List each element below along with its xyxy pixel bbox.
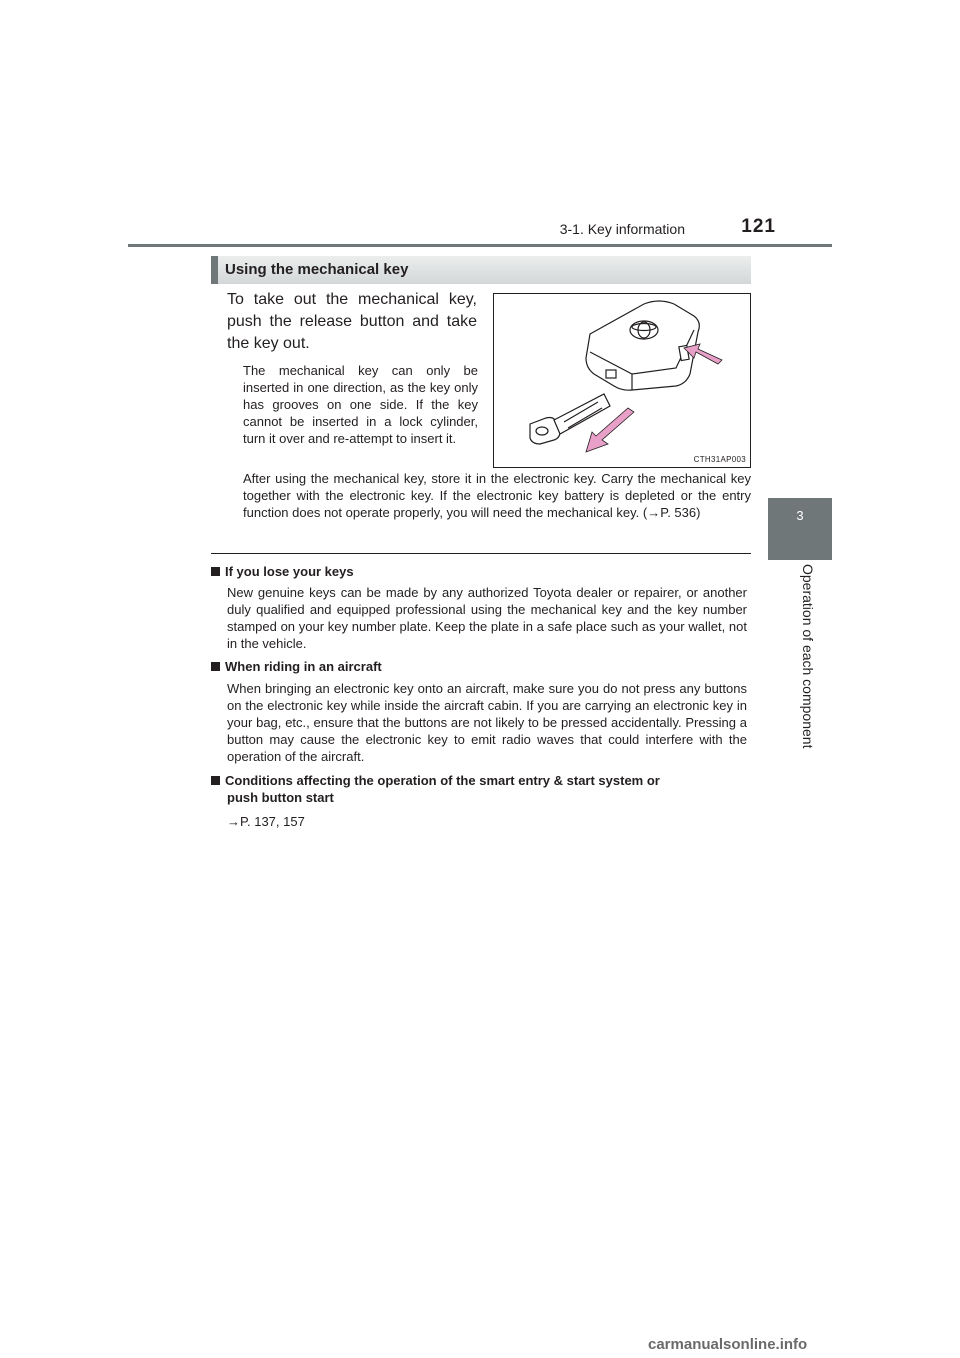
key-diagram (494, 294, 750, 467)
electronic-key-icon (586, 301, 699, 390)
page-reference: →P. 137, 157 (227, 814, 305, 829)
item-title-continued: push button start (227, 790, 334, 805)
section-heading: Using the mechanical key (225, 261, 409, 278)
page-number: 121 (741, 216, 776, 237)
item-heading (211, 564, 751, 580)
watermark (648, 1336, 960, 1358)
section-divider (211, 553, 751, 554)
chapter-number: 3 (796, 508, 804, 523)
watermark-text: carmanualsonline.info (648, 1336, 808, 1353)
item-title: When riding in an aircraft (225, 659, 382, 674)
item-body: New genuine keys can be made by any authorized Toyota dealer or repairer, or another duly qualified and equipped professional using the mechanical key and the key number stamped on your key number plate. Keep the plate in a safe place such as your wallet, not in the vehicle. (227, 585, 747, 651)
section-title: 3-1. Key information (559, 221, 685, 237)
header-rule (128, 244, 832, 247)
item-title: Conditions affecting the operation of the smart entry & start system or (225, 773, 660, 788)
chapter-tab (768, 498, 832, 560)
item-heading (211, 773, 751, 789)
key-illustration (493, 293, 751, 468)
item-heading (211, 659, 751, 675)
square-bullet-icon (211, 567, 220, 576)
heading-accent (211, 256, 218, 284)
square-bullet-icon (211, 662, 220, 671)
figure-code: CTH31AP003 (693, 455, 746, 464)
after-paragraph: After using the mechanical key, store it in the electronic key. Carry the mechanical key together with the electronic key. If the electronic key battery is depleted or the entry function does not operate properly, you will need the mechanical key. (→P. 536) (243, 471, 751, 520)
chapter-title-vertical (776, 560, 824, 816)
note-paragraph: The mechanical key can only be inserted in one direction, as the key only has grooves on one side. If the key cannot be inserted in a lock cylinder, turn it over and re-attempt to insert it. (243, 363, 478, 446)
item-title: If you lose your keys (225, 564, 354, 579)
square-bullet-icon (211, 776, 220, 785)
item-body: When bringing an electronic key onto an aircraft, make sure you do not press any buttons on the electronic key while inside the aircraft cabin. If you are carrying an electronic key in your bag, etc., ensure that the buttons are not likely to be pressed accidentally. Pressing a button may cause the electronic key to emit radio waves that could interfere with the operation of the aircraft. (227, 681, 747, 764)
intro-paragraph: To take out the mechanical key, push the release button and take the key out. (227, 291, 477, 352)
chapter-title: Operation of each component (800, 564, 816, 749)
